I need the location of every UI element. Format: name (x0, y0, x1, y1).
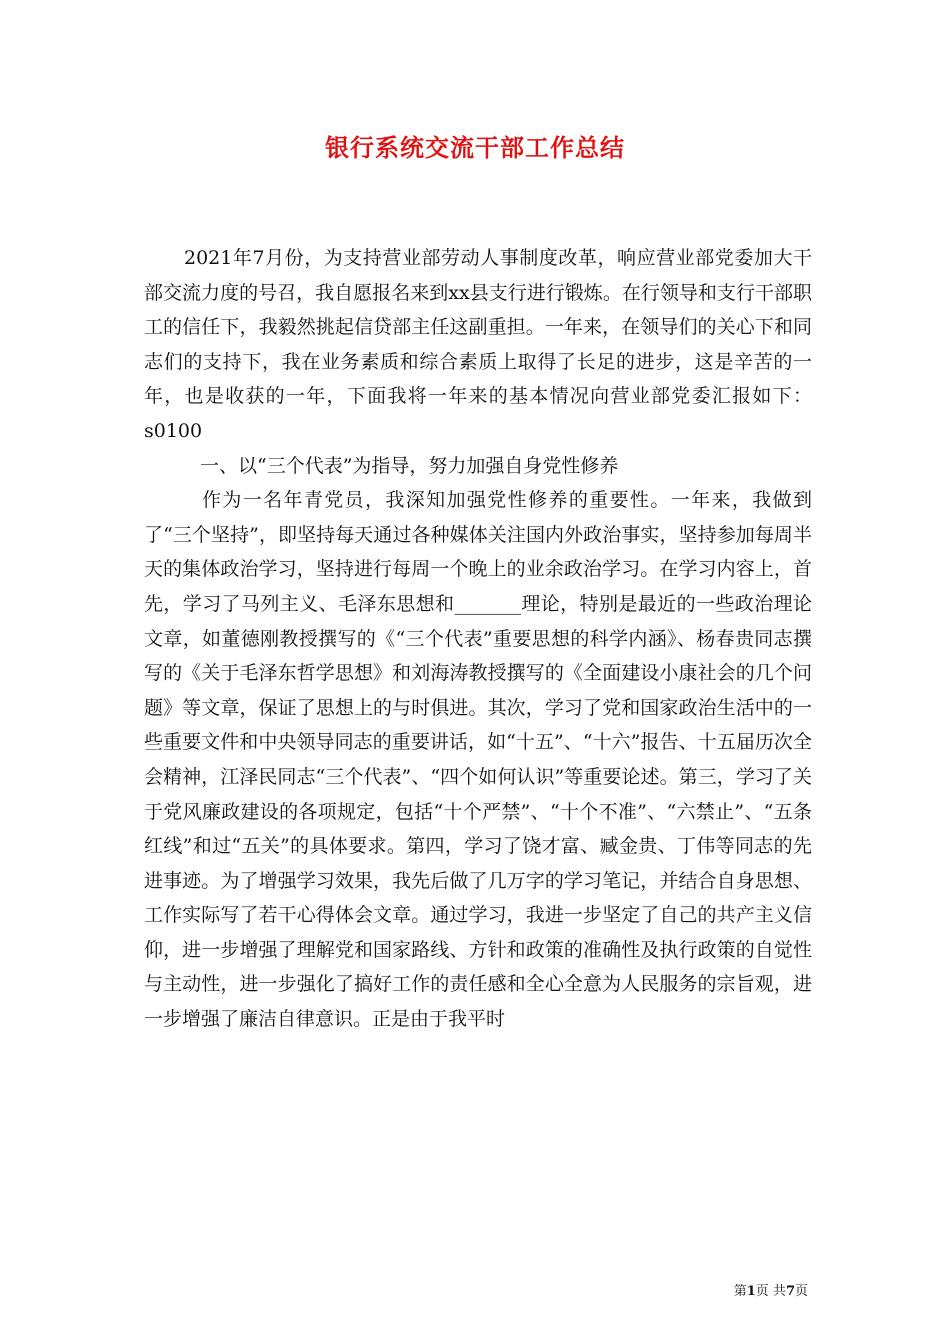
document-body (144, 241, 812, 1037)
document-title: 银行系统交流干部工作总结 (325, 133, 625, 162)
footer-middle: 页 共 (755, 1284, 786, 1299)
footer-total-pages: 7 (785, 1284, 795, 1299)
section-heading-1: 一、以“三个代表”为指导，努力加强自身党性修养 (200, 454, 619, 477)
footer-suffix: 页 (794, 1284, 808, 1299)
paragraph-intro: 2021年7月份，为支持营业部劳动人事制度改革，响应营业部党委加大干部交流力度的号召，我自愿报名来到xx县支行进行锻炼。在行领导和支行干部职工的信任下，我毅然挑起信贷部主任这副重担。一年来，在领导们的关心下和同志们的支持下，我在业务素质和综合素质上取得了长足的进步，这是辛苦的一年，也是收获的一年，下面我将一年来的基本情况向营业部党委汇报如下：s0100 (144, 247, 812, 442)
footer-prefix: 第 (733, 1284, 747, 1299)
footer-page-number: 1 (746, 1284, 756, 1299)
paragraph-section-1: 作为一名年青党员，我深知加强党性修养的重要性。一年来，我做到了“三个坚持”，即坚持每天通过各种媒体关注国内外政治事实，坚持参加每周半天的集体政治学习，坚持进行每周一个晚上的业余政治学习。在学习内容上，首先，学习了马列主义、毛泽东思想和_______理论，特别是最近的一些政治理论文章，如董德刚教授撰写的《“三个代表”重要思想的科学内涵》、杨春贵同志撰写的《关于毛泽东哲学思想》和刘海涛教授撰写的《全面建设小康社会的几个问题》等文章，保证了思想上的与时俱进。其次，学习了党和国家政治生活中的一些重要文件和中央领导同志的重要讲话，如“十五”、“十六”报告、十五届历次全会精神，江泽民同志“三个代表”、“四个如何认识”等重要论述。第三，学习了关于党风廉政建设的各项规定，包括“十个严禁”、“十个不准”、“六禁止”、“五条红线”和过“五关”的具体要求。第四，学习了饶才富、臧金贵、丁伟等同志的先进事迹。为了增强学习效果，我先后做了几万字的学习笔记，并结合自身思想、工作实际写了若干心得体会文章。通过学习，我进一步坚定了自己的共产主义信仰，进一步增强了理解党和国家路线、方针和政策的准确性及执行政策的自觉性与主动性，进一步强化了搞好工作的责任感和全心全意为人民服务的宗旨观，进一步增强了廉洁自律意识。正是由于我平时 (144, 489, 812, 1031)
page-footer (734, 1280, 808, 1299)
